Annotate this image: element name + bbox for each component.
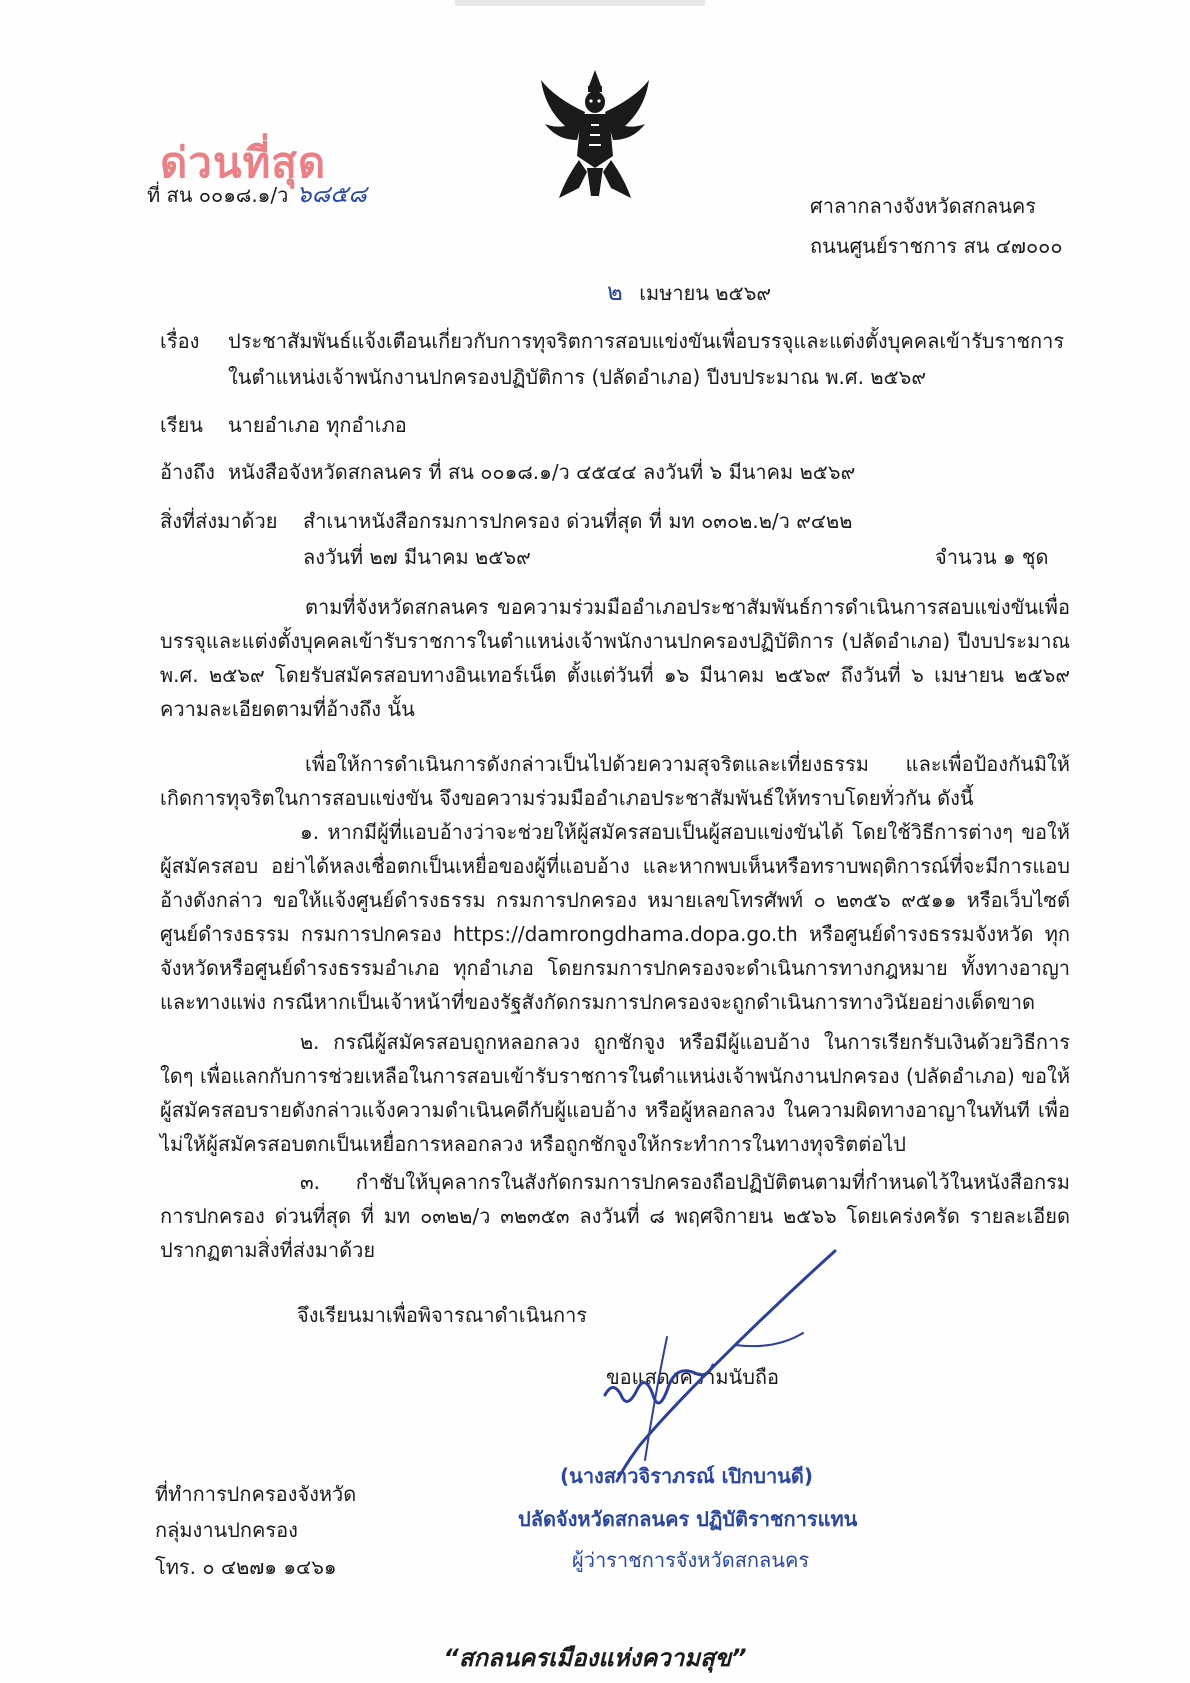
regards-text: ขอแสดงความนับถือ [606,1365,780,1389]
reference-label: อ้างถึง [160,460,215,484]
body-paragraph-2: เพื่อให้การดำเนินการดังกล่าวเป็นไปด้วยความสุจริตและเที่ยงธรรม และเพื่อป้องกันมิให้เกิดการทุจริตในการสอบแข่งขัน จึงขอความร่วมมืออำเภอประชาสัมพันธ์ให้ทราบโดยทั่วกัน ดังนี้ [160,752,1070,810]
enclosure-line-2: ลงวันที่ ๒๗ มีนาคม ๒๕๖๙ [303,545,531,569]
scan-artifact [455,0,705,6]
enclosure-label: สิ่งที่ส่งมาด้วย [160,509,278,533]
document-number-label: ที่ สน ๐๐๑๘.๑/ว [147,183,289,207]
signatory-position-2: ผู้ว่าราชการจังหวัดสกลนคร [572,1548,810,1572]
contact-phone: โทร. ๐ ๔๒๗๑ ๑๔๖๑ [155,1555,337,1579]
contact-division: กลุ่มงานปกครอง [155,1518,298,1542]
sender-address: ถนนศูนย์ราชการ สน ๔๗๐๐๐ [810,234,1063,258]
subject-line-2: ในตำแหน่งเจ้าพนักงานปกครองปฏิบัติการ (ปลัดอำเภอ) ปีงบประมาณ พ.ศ. ๒๕๖๙ [228,365,926,389]
document-date [607,278,771,307]
footer-motto: “สกลนครเมืองแห่งความสุข” [443,1644,747,1672]
enclosure-quantity: จำนวน ๑ ชุด [935,545,1049,569]
date-day-handwritten: ๒ [607,278,623,306]
document-number-handwritten: ๖๘๕๘ [296,180,367,208]
recipient-label: เรียน [160,413,203,437]
recipient-value: นายอำเภอ ทุกอำเภอ [228,413,407,437]
subject-label: เรื่อง [160,329,200,353]
sender-office: ศาลากลางจังหวัดสกลนคร [810,194,1037,218]
document-number [147,180,367,209]
body-item-1: ๑. หากมีผู้ที่แอบอ้างว่าจะช่วยให้ผู้สมัครสอบเป็นผู้สอบแข่งขันได้ โดยใช้วิธีการต่างๆ ขอให้ผู้สมัครสอบ อย่าได้หลงเชื่อตกเป็นเหยื่อของผู้ที่แอบอ้าง และหากพบเห็นหรือทราบพฤติการณ์ที่จะมีการแอบอ้างดังกล่าว ขอให้แจ้งศูนย์ดำรงธรรม กรมการปกครอง หมายเลขโทรศัพท์ ๐ ๒๓๕๖ ๙๕๑๑ หรือเว็บไซต์ศูนย์ดำรงธรรม กรมการปกครอง https://damrongdhama.dopa.go.th หรือศูนย์ดำรงธรรมจังหวัด ทุกจังหวัดหรือศูนย์ดำรงธรรมอำเภอ ทุกอำเภอ โดยกรมการปกครองจะดำเนินการทางกฎหมาย ทั้งทางอาญาและทางแพ่ง กรณีหากเป็นเจ้าหน้าที่ของรัฐสังกัดกรมการปกครองจะถูกดำเนินการทางวินัยอย่างเด็ดขาด [160,820,1070,1014]
date-month-year: เมษายน ๒๕๖๙ [639,281,772,305]
reference-value: หนังสือจังหวัดสกลนคร ที่ สน ๐๐๑๘.๑/ว ๔๕๔๔ ลงวันที่ ๖ มีนาคม ๒๕๖๙ [228,460,856,484]
signatory-position-1: ปลัดจังหวัดสกลนคร ปฏิบัติราชการแทน [518,1507,858,1531]
body-paragraph-1: ตามที่จังหวัดสกลนคร ขอความร่วมมืออำเภอประชาสัมพันธ์การดำเนินการสอบแข่งขันเพื่อบรรจุและแต่งตั้งบุคคลเข้ารับราชการในตำแหน่งเจ้าพนักงานปกครองปฏิบัติการ (ปลัดอำเภอ) ปีงบประมาณ พ.ศ. ๒๕๖๙ โดยรับสมัครสอบทางอินเทอร์เน็ต ตั้งแต่วันที่ ๑๖ มีนาคม ๒๕๖๙ ถึงวันที่ ๖ เมษายน ๒๕๖๙ ความละเอียดตามที่อ้างถึง นั้น [160,595,1070,721]
body-item-2: ๒. กรณีผู้สมัครสอบถูกหลอกลวง ถูกชักจูง หรือมีผู้แอบอ้าง ในการเรียกรับเงินด้วยวิธีการใดๆ เพื่อแลกกับการช่วยเหลือในการสอบเข้ารับราชการในตำแหน่งเจ้าพนักงานปกครอง (ปลัดอำเภอ) ขอให้ผู้สมัครสอบรายดังกล่าวแจ้งความดำเนินคดีกับผู้แอบอ้าง หรือผู้หลอกลวง ในความผิดทางอาญาในทันที เพื่อไม่ให้ผู้สมัครสอบตกเป็นเหยื่อการหลอกลวง หรือถูกชักจูงให้กระทำการในทางทุจริตต่อไป [160,1030,1070,1156]
garuda-emblem-icon [535,68,655,203]
contact-office: ที่ทำการปกครองจังหวัด [155,1482,357,1506]
urgency-stamp: ด่วนที่สุด [160,138,327,187]
enclosure-line-1: สำเนาหนังสือกรมการปกครอง ด่วนที่สุด ที่ มท ๐๓๐๒.๒/ว ๙๔๒๒ [303,509,853,533]
subject-line-1: ประชาสัมพันธ์แจ้งเตือนเกี่ยวกับการทุจริตการสอบแข่งขันเพื่อบรรจุและแต่งตั้งบุคคลเข้ารับราชการ [228,329,1065,353]
body-item-3: ๓. กำชับให้บุคลากรในสังกัดกรมการปกครองถือปฏิบัติตนตามที่กำหนดไว้ในหนังสือกรมการปกครอง ด่วนที่สุด ที่ มท ๐๓๒๒/ว ๓๒๓๕๓ ลงวันที่ ๘ พฤศจิกายน ๒๕๖๖ โดยเคร่งครัด รายละเอียดปรากฏตามสิ่งที่ส่งมาด้วย [160,1170,1070,1262]
signatory-name: (นางสาวจิราภรณ์ เปิกบานดี) [560,1464,813,1488]
closing-sentence: จึงเรียนมาเพื่อพิจารณาดำเนินการ [297,1303,588,1327]
